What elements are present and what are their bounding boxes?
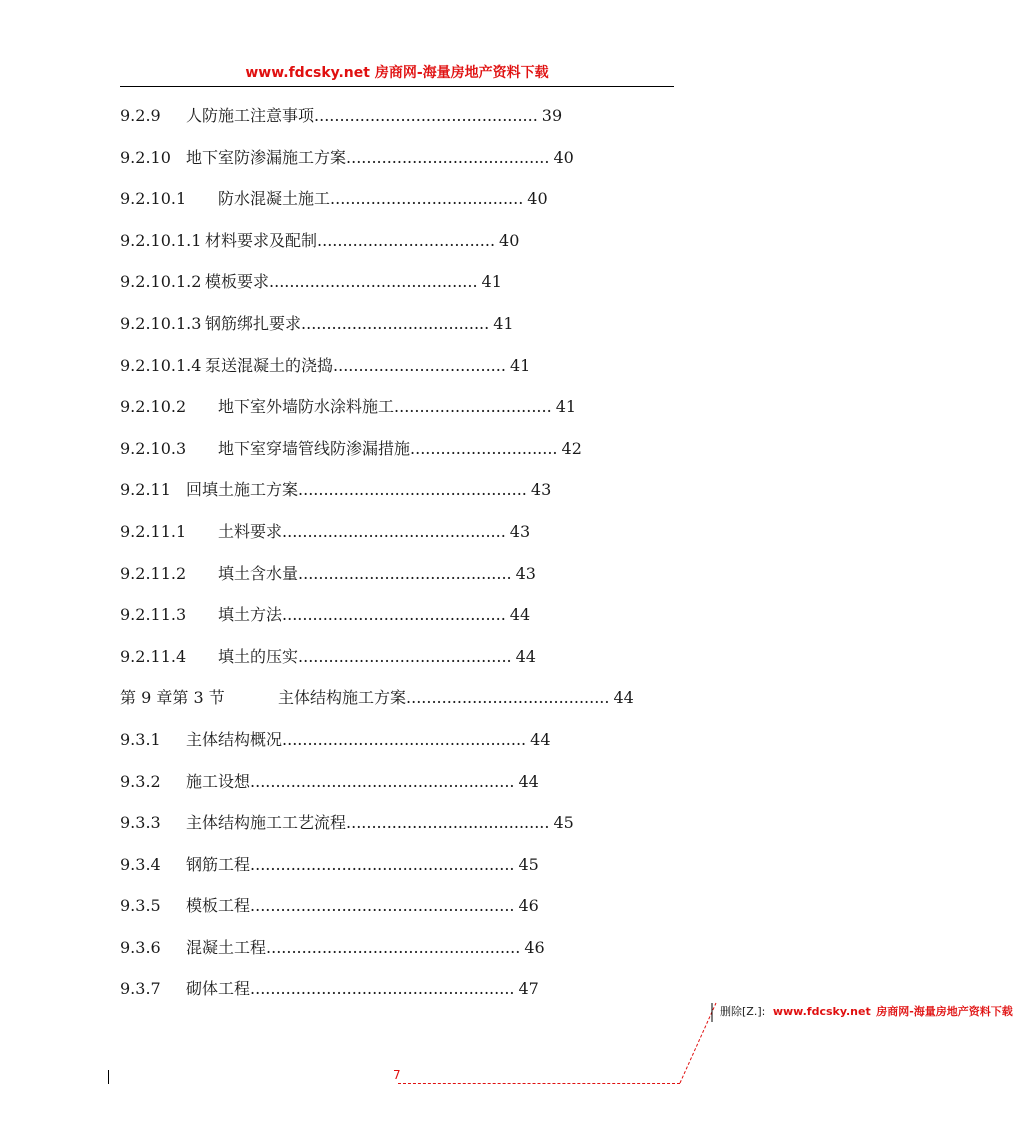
toc-entry[interactable] [120,227,634,269]
toc-page: 41 [509,355,531,375]
toc-title: 泵送混凝土的浇捣 [205,355,334,375]
toc-title: 地下室穿墙管线防渗漏措施 [218,438,411,458]
toc-title: 模板要求 [205,272,270,292]
toc-page: 43 [530,480,552,500]
header-title: 房商网-海量房地产资料下载 [374,65,549,81]
toc-entry[interactable] [120,435,634,477]
header-rule [120,86,674,87]
toc-leader: ........................................ [346,147,550,167]
toc-entry[interactable] [120,643,634,685]
comment-connector-diagonal [680,1003,716,1083]
toc-page: 44 [613,688,634,708]
toc-leader: ............................................ [282,521,506,541]
toc-entry[interactable] [120,892,634,934]
toc-title: 回填土施工方案 [186,480,299,500]
toc-number: 9.3.6 [120,937,161,957]
toc-number: 9.3.4 [120,854,161,874]
comment-balloon[interactable] [720,1003,1013,1019]
toc-title: 地下室防渗漏施工方案 [186,147,347,167]
header-site: www.fdcsky.net [245,65,370,81]
toc-number: 9.2.11 [120,480,171,500]
toc-entry[interactable] [120,352,634,394]
comment-site: www.fdcsky.net [772,1005,871,1018]
toc-number: 9.3.5 [120,896,161,916]
toc-title: 钢筋绑扎要求 [205,313,302,333]
toc-page: 44 [515,646,536,666]
toc-entry[interactable] [120,684,634,726]
toc-number: 9.2.10.1 [120,189,187,209]
toc-entry[interactable] [120,310,634,352]
toc-title: 填土方法 [218,605,283,625]
toc-leader: .......................................... [298,563,512,583]
toc-leader: .......................................... [298,646,512,666]
toc-number: 9.2.10.3 [120,438,187,458]
toc-entry[interactable] [120,144,634,186]
toc-title: 混凝土工程 [186,937,267,957]
toc-page: 43 [509,521,531,541]
toc-page: 39 [541,106,563,125]
toc-leader: .................................................... [250,771,515,791]
toc-page: 46 [524,937,545,957]
toc-title: 人防施工注意事项 [186,106,315,125]
toc-title: 钢筋工程 [186,854,251,874]
toc-title: 主体结构概况 [186,729,283,749]
toc-page: 43 [515,563,536,583]
toc-number: 第 9 章第 3 节 [120,688,225,708]
toc-number: 9.2.10.2 [120,397,187,417]
toc-title: 模板工程 [186,896,251,916]
toc-page: 40 [527,189,548,209]
comment-title: 房商网-海量房地产资料下载 [876,1005,1013,1018]
toc-title: 施工设想 [186,771,251,791]
comment-label: 删除[Z.]: [720,1005,766,1018]
toc-entry[interactable] [120,601,634,643]
toc-number: 9.3.1 [120,729,161,749]
toc-leader: .................................................... [250,979,515,999]
toc-entry[interactable] [120,393,634,435]
toc-leader: ............................................ [314,106,538,125]
toc-leader: ............................. [410,438,558,458]
comment-connector-line [398,1083,680,1084]
toc-page: 47 [518,979,539,999]
toc-page: 45 [518,854,539,874]
toc-number: 9.2.10 [120,147,171,167]
page-number: 7 [393,1068,401,1082]
toc-page: 44 [530,729,551,749]
toc-title: 填土含水量 [218,563,299,583]
toc-page: 41 [555,397,577,417]
toc-leader: ........................................ [346,813,550,833]
toc-entry[interactable] [120,560,634,602]
toc-page: 46 [518,896,539,916]
toc-leader: ............................................ [282,605,506,625]
toc-number: 9.2.10.1.3 [120,313,202,333]
toc-leader: ............................................. [298,480,527,500]
toc-entry[interactable] [120,518,634,560]
toc-number: 9.2.11.2 [120,563,187,583]
toc-leader: ................................... [317,230,496,250]
toc-entry[interactable] [120,975,634,1017]
toc-leader: ..................................... [301,313,490,333]
toc-number: 9.2.11.1 [120,521,187,541]
toc-number: 9.2.9 [120,106,161,125]
toc-page: 41 [481,272,502,292]
toc-number: 9.2.10.1.1 [120,230,202,250]
toc-number: 9.2.11.3 [120,605,187,625]
change-bar [108,1070,109,1084]
toc-entry[interactable] [120,185,634,227]
toc-number: 9.2.10.1.2 [120,272,202,292]
toc-entry[interactable] [120,851,634,893]
toc-page: 42 [561,438,582,458]
toc-entry[interactable] [120,102,634,144]
toc-page: 40 [499,230,520,250]
page-header [120,62,674,82]
toc-leader: ...................................... [330,189,524,209]
table-of-contents [120,102,634,1017]
toc-leader: ................................................ [282,729,527,749]
toc-leader: ......................................... [269,272,478,292]
toc-entry[interactable] [120,726,634,768]
toc-number: 9.3.2 [120,771,161,791]
toc-entry[interactable] [120,476,634,518]
toc-leader: .................................................... [250,854,515,874]
toc-title: 填土的压实 [218,646,299,666]
toc-leader: .................................. [333,355,506,375]
toc-number: 9.3.7 [120,979,161,999]
toc-leader: ............................... [394,397,552,417]
toc-leader: ........................................ [406,688,610,708]
toc-entry[interactable] [120,934,634,976]
toc-page: 41 [493,313,514,333]
toc-page: 44 [518,771,539,791]
toc-number: 9.2.11.4 [120,646,187,666]
toc-leader: .................................................... [250,896,515,916]
toc-entry[interactable] [120,768,634,810]
toc-page: 40 [553,147,574,167]
toc-title: 主体结构施工方案 [278,688,407,708]
toc-entry[interactable] [120,268,634,310]
toc-title: 地下室外墙防水涂料施工 [218,397,395,417]
toc-number: 9.2.10.1.4 [120,355,202,375]
toc-title: 土料要求 [218,521,283,541]
toc-entry[interactable] [120,809,634,851]
toc-number: 9.3.3 [120,813,161,833]
toc-leader: .................................................. [266,937,521,957]
toc-title: 材料要求及配制 [205,230,318,250]
comment-connector [676,998,720,1088]
toc-page: 45 [553,813,574,833]
toc-page: 44 [509,605,531,625]
toc-title: 防水混凝土施工 [218,189,331,209]
toc-title: 主体结构施工工艺流程 [186,813,347,833]
toc-title: 砌体工程 [186,979,251,999]
